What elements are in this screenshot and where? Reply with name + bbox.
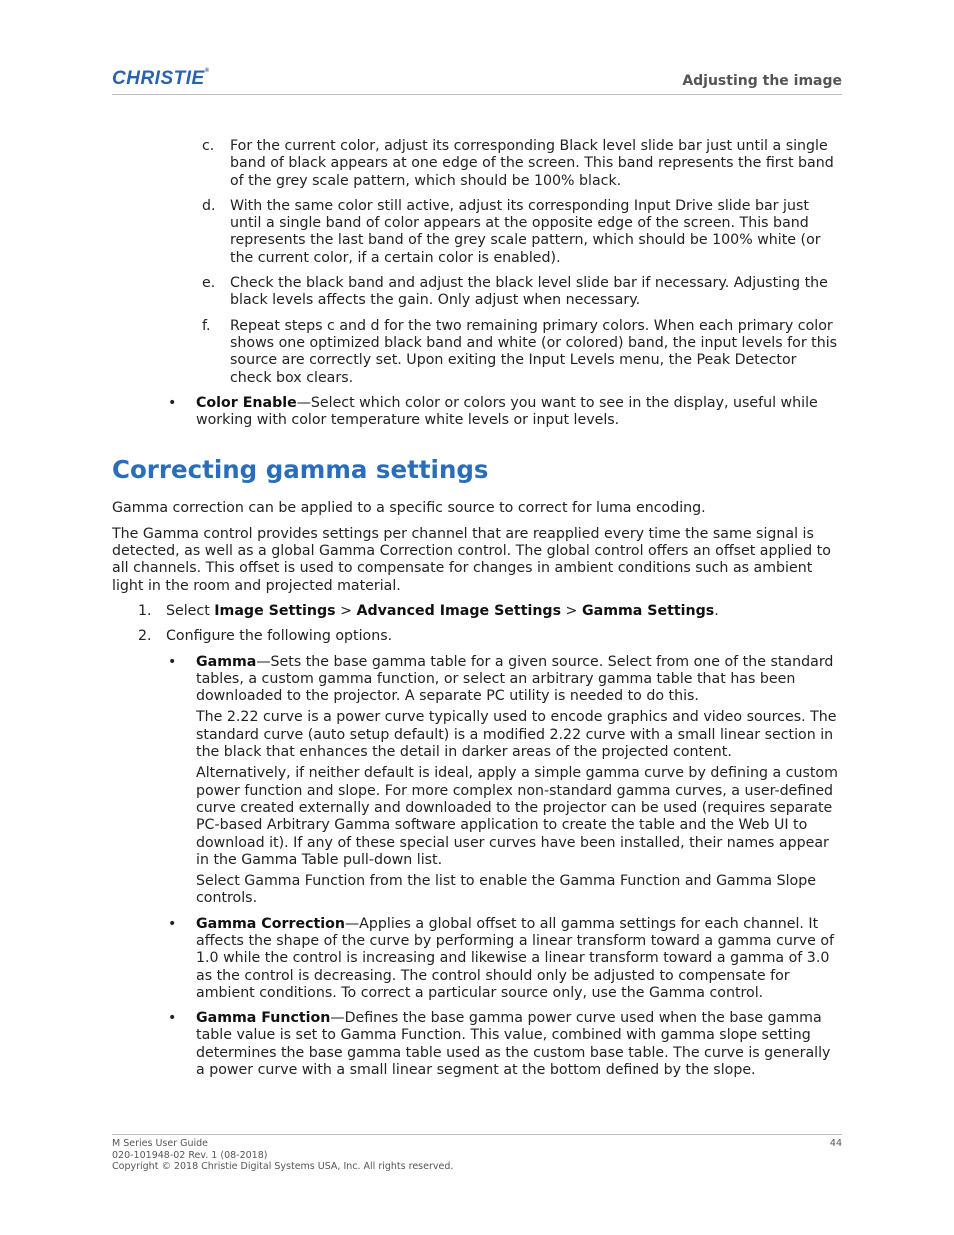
bullet-term: Gamma Function: [196, 1010, 331, 1027]
bullet-text: —Select which color or colors you want to see in the display, useful while working with color temperature white levels or input levels.: [196, 394, 818, 429]
header-divider: [112, 94, 842, 95]
christie-logo: [112, 68, 210, 90]
substep-marker: c.: [202, 138, 215, 154]
footer: [112, 1138, 453, 1173]
bullet-text: —Sets the base gamma table for a given source. Select from one of the standard tables, a custom gamma function, or select an arbitrary gamma table that has been downloaded to the projector. A separate PC utility is needed to do this.: [196, 653, 834, 705]
page-content: [112, 138, 842, 1087]
footer-revision: 020-101948-02 Rev. 1 (08-2018): [112, 1149, 268, 1161]
substep-d: [112, 198, 842, 267]
intro-paragraph-2: The Gamma control provides settings per channel that are reapplied every time the same signal is detected, as well as a global Gamma Correction control. The global control offers an offset applied to all channels. This offset is used to compensate for changes in ambient conditions such as ambient light in the room and projected material.: [112, 525, 831, 594]
substep-marker: f.: [202, 317, 211, 334]
substep-e: [112, 275, 842, 310]
substep-marker: e.: [202, 275, 216, 292]
step-1: [112, 603, 842, 620]
bullet-gamma: [112, 654, 842, 908]
bullet-extra-paragraph: Select Gamma Function from the list to enable the Gamma Function and Gamma Slope controls.: [196, 873, 816, 907]
step-text-end: .: [714, 602, 719, 619]
bullet-color-enable: [112, 395, 842, 430]
bullet-extra-paragraph: The 2.22 curve is a power curve typically used to encode graphics and video sources. The standard curve (auto setup default) is a modified 2.22 curve with a small linear section in the black that enhances the detail in darker areas of the projected content.: [196, 709, 837, 761]
bullet-dot: •: [168, 394, 177, 411]
step-text-pre: Select: [166, 602, 215, 619]
substep-text: For the current color, adjust its corresponding Black level slide bar just until a single band of black appears at one edge of the screen. This band represents the first band of the grey scale pattern, which should be 100% black.: [230, 138, 834, 189]
substep-c: [112, 138, 842, 190]
bullet-gamma-function: [112, 1010, 842, 1079]
footer-copyright: Copyright © 2018 Christie Digital Systems USA, Inc. All rights reserved.: [112, 1161, 454, 1172]
intro-paragraph-1: Gamma correction can be applied to a specific source to correct for luma encoding.: [112, 500, 706, 517]
menu-image-settings: Image Settings: [214, 602, 336, 619]
bullet-paragraph: [196, 654, 842, 706]
substep-text: Check the black band and adjust the black level slide bar if necessary. Adjusting the black levels affects the gain. Only adjust when necessary.: [230, 275, 828, 309]
bullet-dot: •: [168, 1010, 177, 1027]
step-2: [112, 628, 842, 645]
footer-divider: [112, 1134, 842, 1135]
bullet-gamma-correction: [112, 916, 842, 1002]
step-marker: 1.: [138, 602, 152, 619]
bullet-text: —Applies a global offset to all gamma settings for each channel. It affects the shape of the curve by performing a linear transform toward a gamma curve of 1.0 while the control is increasing and likewise a linear transform toward a gamma of 3.0 as the control is decreasing. The control should only be adjusted to compensate for ambient conditions. To correct a particular source only, use the Gamma control.: [196, 915, 835, 1001]
menu-advanced-image-settings: Advanced Image Settings: [356, 602, 562, 619]
substep-f: [112, 318, 842, 387]
bullet-dot: •: [168, 653, 177, 670]
step-marker: 2.: [138, 628, 152, 645]
substep-text: Repeat steps c and d for the two remaining primary colors. When each primary color shows one optimized black band and white (or colored) band, the input levels for this source are correctly set. Upon exiting the Input Levels menu, the Peak Detector check box clears.: [230, 317, 838, 386]
logo-text: CHRISTIE: [112, 68, 205, 89]
header-section-title: Adjusting the image: [682, 73, 842, 89]
bullet-term: Gamma Correction: [196, 915, 345, 932]
bullet-extra-paragraph: Alternatively, if neither default is ideal, apply a simple gamma curve by defining a custom power function and slope. For more complex non-standard gamma curves, a user-defined curve created externally and downloaded to the projector can be used (requires separate PC-based Arbitrary Gamma software application to create the table and the Web UI to download it). If any of these special user curves have been installed, their names appear in the Gamma Table pull-down list.: [196, 765, 838, 868]
bullet-text: —Defines the base gamma power curve used when the base gamma table value is set to Gamma Function. This value, combined with gamma slope setting determines the base gamma table used as the custom base table. The curve is generally a power curve with a small linear segment at the bottom defined by the slope.: [196, 1010, 831, 1079]
path-separator: >: [561, 602, 582, 619]
bullet-dot: •: [168, 915, 177, 932]
page-number: 44: [829, 1138, 842, 1149]
substep-marker: d.: [202, 197, 216, 214]
substep-text: With the same color still active, adjust its corresponding Input Drive slide bar just until a single band of color appears at the opposite edge of the screen. This band represents the last band of the grey scale pattern, which should be 100% white (or the current color, if a certain color is enabled).: [230, 197, 821, 266]
logo-trademark: ®: [204, 68, 210, 74]
bullet-term: Color Enable: [196, 394, 297, 411]
footer-guide-title: M Series User Guide: [112, 1138, 209, 1149]
path-separator: >: [335, 602, 357, 619]
bullet-term: Gamma: [196, 653, 257, 670]
section-heading: Correcting gamma settings: [112, 455, 489, 485]
step-text: Configure the following options.: [166, 628, 393, 645]
menu-gamma-settings: Gamma Settings: [581, 602, 715, 619]
